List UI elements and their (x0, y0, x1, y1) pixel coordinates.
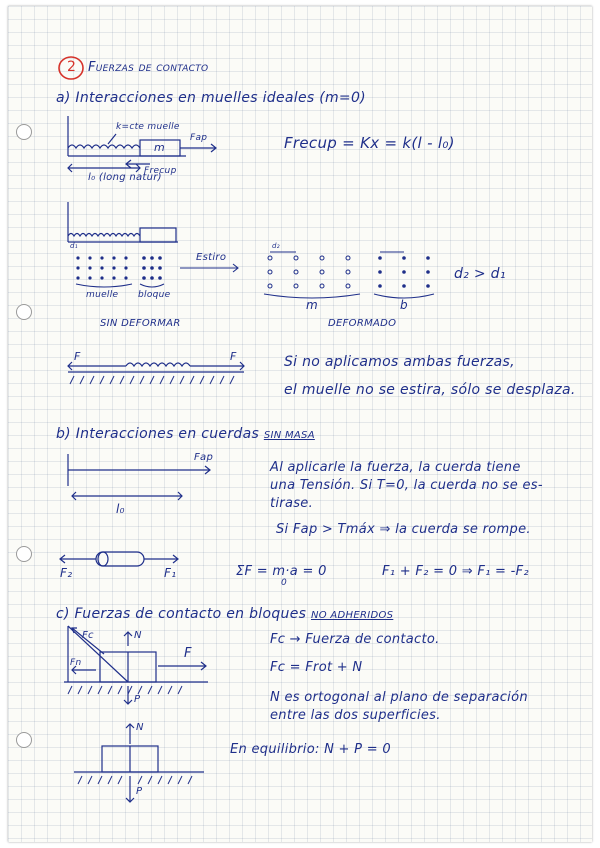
deformed-block-label: b (400, 298, 408, 312)
mass-label: m (154, 141, 166, 154)
normal-definition-line2: entre las dos superficies. (270, 708, 441, 723)
contact-force-decomposition: Fc = Frot + N (270, 660, 363, 675)
rope-length-label: l₀ (116, 502, 125, 516)
subsection-c-heading-underlined: NO ADHERIDOS (310, 610, 394, 621)
newton-second-law: ΣF = m·a = 0 (236, 564, 327, 579)
subsection-b-heading-text: b) Interacciones en cuerdas (56, 426, 260, 442)
particle-lattice-deformed (268, 256, 350, 288)
restoring-force-label: Frecup (144, 166, 177, 176)
distance-d1-label: d₁ (70, 242, 78, 250)
friction-force-label: Fn (70, 658, 82, 668)
newton-zero-note: 0 (281, 578, 288, 588)
forces-balance-equation: F₁ + F₂ = 0 ⇒ F₁ = -F₂ (382, 564, 529, 579)
distance-relation: d₂ > d₁ (454, 266, 506, 282)
weight-label: P (134, 694, 141, 705)
normal-definition-line1: N es ortogonal al plano de separación (270, 690, 528, 705)
equilibrium-equation: En equilibrio: N + P = 0 (230, 742, 391, 757)
notebook-page (8, 6, 592, 842)
spring-two-forces-diagram (68, 362, 244, 384)
section-number: 2 (67, 59, 77, 75)
rope-force-label: Fap (194, 452, 214, 463)
applied-force-F-label: F (184, 646, 192, 661)
undeformed-caption: SIN DEFORMAR (100, 318, 181, 329)
force-right-label: F (230, 350, 237, 363)
hooke-law-formula: Frecup = Kx = k(l - l₀) (284, 134, 455, 152)
deformed-caption: DEFORMADO (328, 318, 397, 329)
rope-diagram (68, 454, 210, 500)
rope-text-line3: tirase. (270, 496, 314, 511)
spring-diagram-unstretched (68, 202, 178, 242)
rope-text-line2: una Tensión. Si T=0, la cuerda no se es- (270, 478, 543, 493)
stretch-label: Estiro (196, 252, 227, 263)
tube-two-forces-diagram (60, 552, 178, 566)
subsection-a-heading: a) Interacciones en muelles ideales (m=0) (56, 90, 366, 106)
force-F1-label: F₁ (164, 566, 177, 580)
subsection-c-heading (56, 606, 393, 622)
force-F2-label: F₂ (60, 566, 73, 580)
contact-force-definition: Fc → Fuerza de contacto. (270, 632, 440, 647)
applied-force-label: Fap (190, 133, 208, 143)
normal-force-label: N (134, 630, 142, 641)
block-label: bloque (138, 290, 171, 300)
spring-note-line2: el muelle no se estira, sólo se desplaza. (284, 382, 576, 398)
deformed-mass-label: m (306, 298, 318, 312)
equilibrium-normal-label: N (136, 722, 144, 733)
spring-constant-label: k=cte muelle (116, 122, 180, 132)
section-title: Fuerzas de contacto (88, 60, 209, 75)
particle-lattice-unstretched (76, 256, 161, 280)
rope-text-line1: Al aplicarle la fuerza, la cuerda tiene (270, 460, 521, 475)
contact-force-label: Fc (82, 630, 94, 641)
equilibrium-weight-label: P (136, 786, 143, 797)
rope-text-line4: Si Fap > Tmáx ⇒ la cuerda se rompe. (276, 522, 531, 537)
subsection-b-heading-underlined: SIN MASA (263, 430, 315, 441)
force-left-label: F (74, 350, 81, 363)
spring-label: muelle (86, 290, 119, 300)
spring-note-line1: Si no aplicamos ambas fuerzas, (284, 354, 515, 370)
subsection-c-heading-text: c) Fuerzas de contacto en bloques (56, 606, 307, 622)
natural-length-label: l₀ (long natur) (88, 172, 162, 183)
subsection-b-heading (56, 426, 315, 442)
distance-d2-label: d₂ (272, 242, 280, 250)
